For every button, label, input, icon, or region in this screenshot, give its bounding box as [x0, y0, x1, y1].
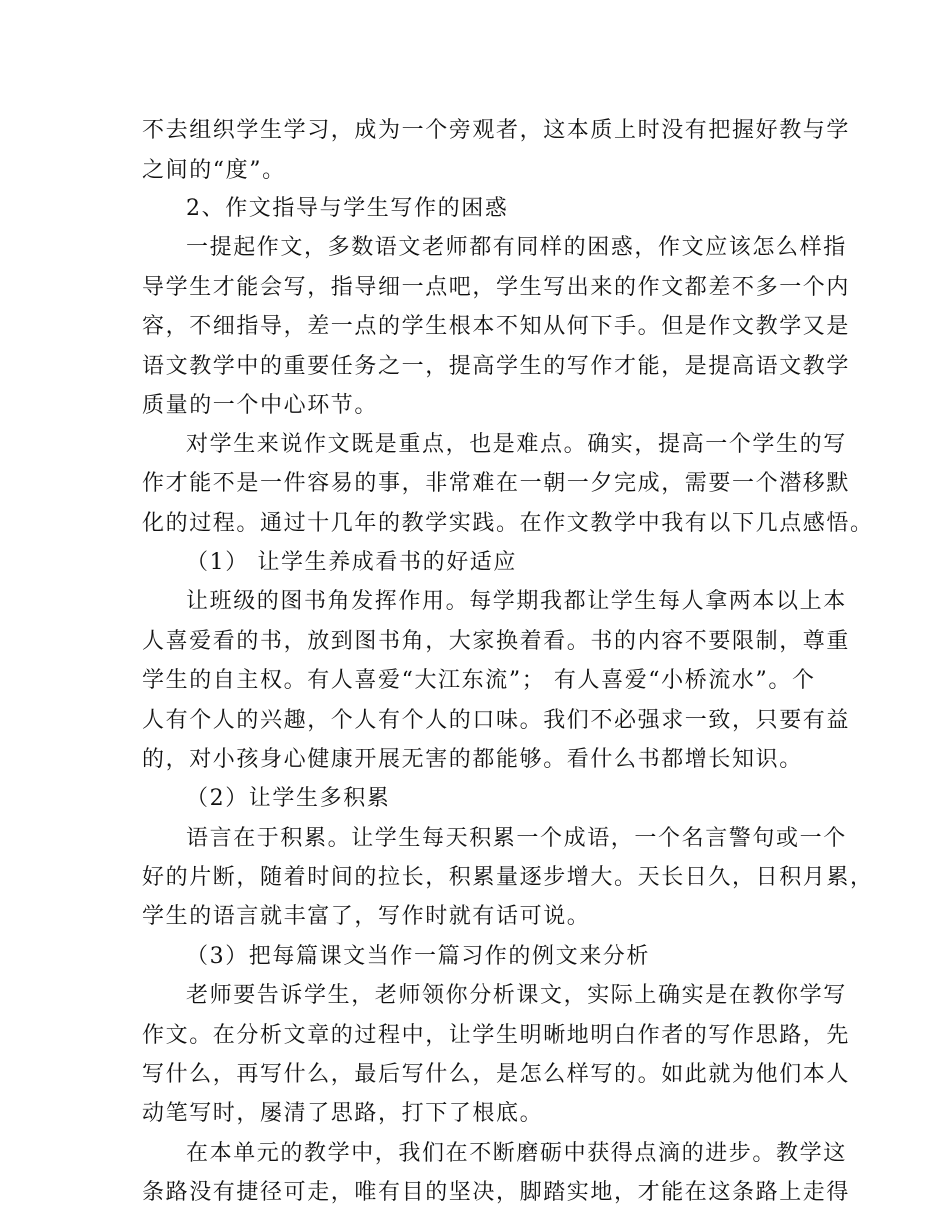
text-line: 语言在于积累。让学生每天积累一个成语，一个名言警句或一个: [186, 826, 847, 851]
text-line: 不去组织学生学习，成为一个旁观者，这本质上时没有把握好教与学: [142, 118, 851, 143]
text-line: 作才能不是一件容易的事，非常难在一朝一夕完成，需要一个潜移默: [142, 471, 851, 496]
text-line: 让班级的图书角发挥作用。每学期我都让学生每人拿两本以上本: [186, 589, 847, 614]
subsection-heading: （1） 让学生养成看书的好适应: [186, 550, 517, 575]
text-line: 写什么，再写什么，最后写什么，是怎么样写的。如此就为他们本人: [142, 1062, 851, 1087]
text-line: 质量的一个中心环节。: [142, 393, 379, 418]
text-line: 导学生才能会写，指导细一点吧，学生写出来的作文都差不多一个内: [142, 275, 851, 300]
text-line: 的，对小孩身心健康开展无害的都能够。看什么书都增长知识。: [142, 747, 803, 772]
text-line: 一提起作文，多数语文老师都有同样的困惑，作文应该怎么样指: [186, 235, 847, 260]
text-line: 语文教学中的重要任务之一，提高学生的写作才能，是提高语文教学: [142, 354, 851, 379]
subsection-heading: （3）把每篇课文当作一篇习作的例文来分析: [186, 944, 650, 969]
text-line: 人有个人的兴趣，个人有个人的口味。我们不必强求一致，只要有益: [142, 708, 851, 733]
text-line: 老师要告诉学生，老师领你分析课文，实际上确实是在教你学写: [186, 983, 847, 1008]
text-line: 容，不细指导，差一点的学生根本不知从何下手。但是作文教学又是: [142, 314, 851, 339]
text-line: 作文。在分析文章的过程中，让学生明晰地明白作者的写作思路，先: [142, 1023, 851, 1048]
subsection-heading: （2）让学生多积累: [186, 786, 391, 811]
text-line: 化的过程。通过十几年的教学实践。在作文教学中我有以下几点感悟。: [142, 511, 874, 536]
text-line: 条路没有捷径可走，唯有目的坚决，脚踏实地，才能在这条路上走得: [142, 1180, 851, 1205]
text-line: 在本单元的教学中，我们在不断磨砺中获得点滴的进步。教学这: [186, 1141, 847, 1166]
text-line: 学生的语言就丰富了，写作时就有话可说。: [142, 904, 591, 929]
text-line: 之间的“度”。: [142, 158, 286, 183]
text-line: 好的片断，随着时间的拉长，积累量逐步增大。天长日久，日积月累，: [142, 865, 874, 890]
text-line: 人喜爱看的书，放到图书角，大家换着看。书的内容不要限制，尊重: [142, 629, 851, 654]
text-line: 学生的自主权。有人喜爱“大江东流”； 有人喜爱“小桥流水”。个: [142, 668, 816, 693]
section-heading: 2、作文指导与学生写作的困惑: [186, 196, 509, 221]
text-line: 动笔写时，屡清了思路，打下了根底。: [142, 1101, 544, 1126]
text-line: 对学生来说作文既是重点，也是难点。确实，提高一个学生的写: [186, 432, 847, 457]
